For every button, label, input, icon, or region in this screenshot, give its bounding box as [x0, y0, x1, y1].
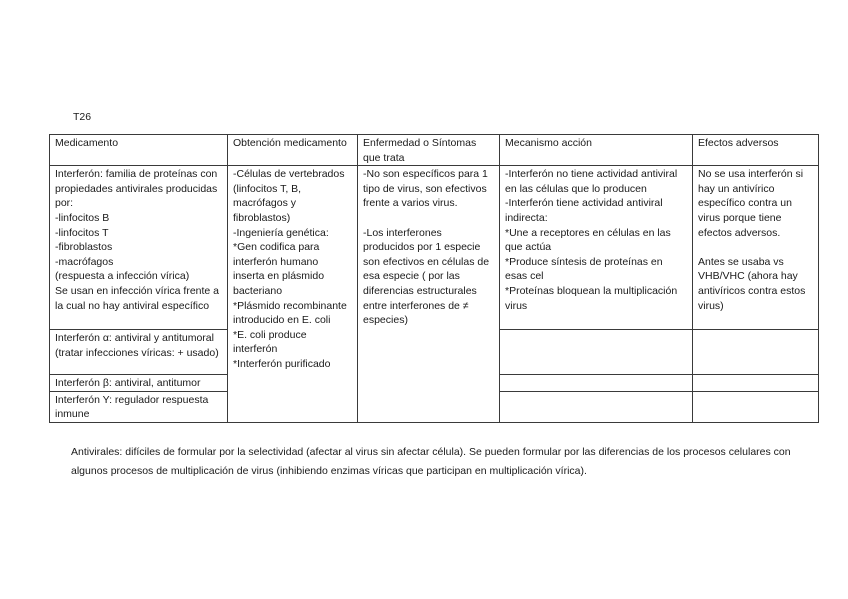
cell-empty: [693, 391, 819, 422]
page-label: T26: [73, 111, 92, 123]
cell-empty: [500, 375, 693, 392]
table-header-row: [50, 135, 819, 166]
header-mecanismo: Mecanismo acción: [500, 135, 693, 166]
cell-mecanismo: -Interferón no tiene actividad antiviral en las células que lo producen -Interferón tiene actividad antiviral indirecta: *Une a receptores en células en las que actúa *Produce síntesis de proteínas en esas cel *Proteínas bloquean la multiplicación virus: [500, 166, 693, 330]
cell-interferon-gamma: Interferón Y: regulador respuesta inmune: [50, 391, 228, 422]
cell-enfermedad: -No son específicos para 1 tipo de virus, son efectivos frente a varios virus. -Los interferones producidos por 1 especie son efectivos en células de esa especie ( por las diferencias estructurales entre interferones de ≠ especies): [358, 166, 500, 423]
cell-empty: [500, 391, 693, 422]
header-enfermedad: Enfermedad o Síntomas que trata: [358, 135, 500, 166]
cell-obtencion: -Células de vertebrados (linfocitos T, B, macrófagos y fibroblastos) -Ingeniería genética: *Gen codifica para interferón humano inserta en plásmido bacteriano *Plásmido recombinante introducido en E. coli *E. coli produce interferón *Interferón purificado: [228, 166, 358, 423]
cell-empty: [693, 330, 819, 375]
cell-efectos: No se usa interferón si hay un antivírico específico contra un virus porque tiene efectos adversos. Antes se usaba vs VHB/VHC (ahora hay antivíricos contra estos virus): [693, 166, 819, 330]
cell-interferon-family: Interferón: familia de proteínas con propiedades antivirales producidas por: -linfocitos B -linfocitos T -fibroblastos -macrófagos (respuesta a infección vírica) Se usan en infección vírica frente a la cual no hay antiviral específico: [50, 166, 228, 330]
header-efectos: Efectos adversos: [693, 135, 819, 166]
cell-empty: [693, 375, 819, 392]
drug-table: [49, 134, 819, 423]
cell-interferon-beta: Interferón β: antiviral, antitumor: [50, 375, 228, 392]
footer-paragraph: Antivirales: difíciles de formular por la selectividad (afectar al virus sin afectar célula). Se pueden formular por las diferencias de los procesos celulares con algunos procesos de multiplicación de virus (inhibiendo enzimas víricas que participan en multiplicación vírica).: [71, 446, 791, 477]
cell-interferon-alpha: Interferón α: antiviral y antitumoral (tratar infecciones víricas: + usado): [50, 330, 228, 375]
header-medicamento: Medicamento: [50, 135, 228, 166]
table-row: [50, 166, 819, 330]
header-obtencion: Obtención medicamento: [228, 135, 358, 166]
cell-empty: [500, 330, 693, 375]
